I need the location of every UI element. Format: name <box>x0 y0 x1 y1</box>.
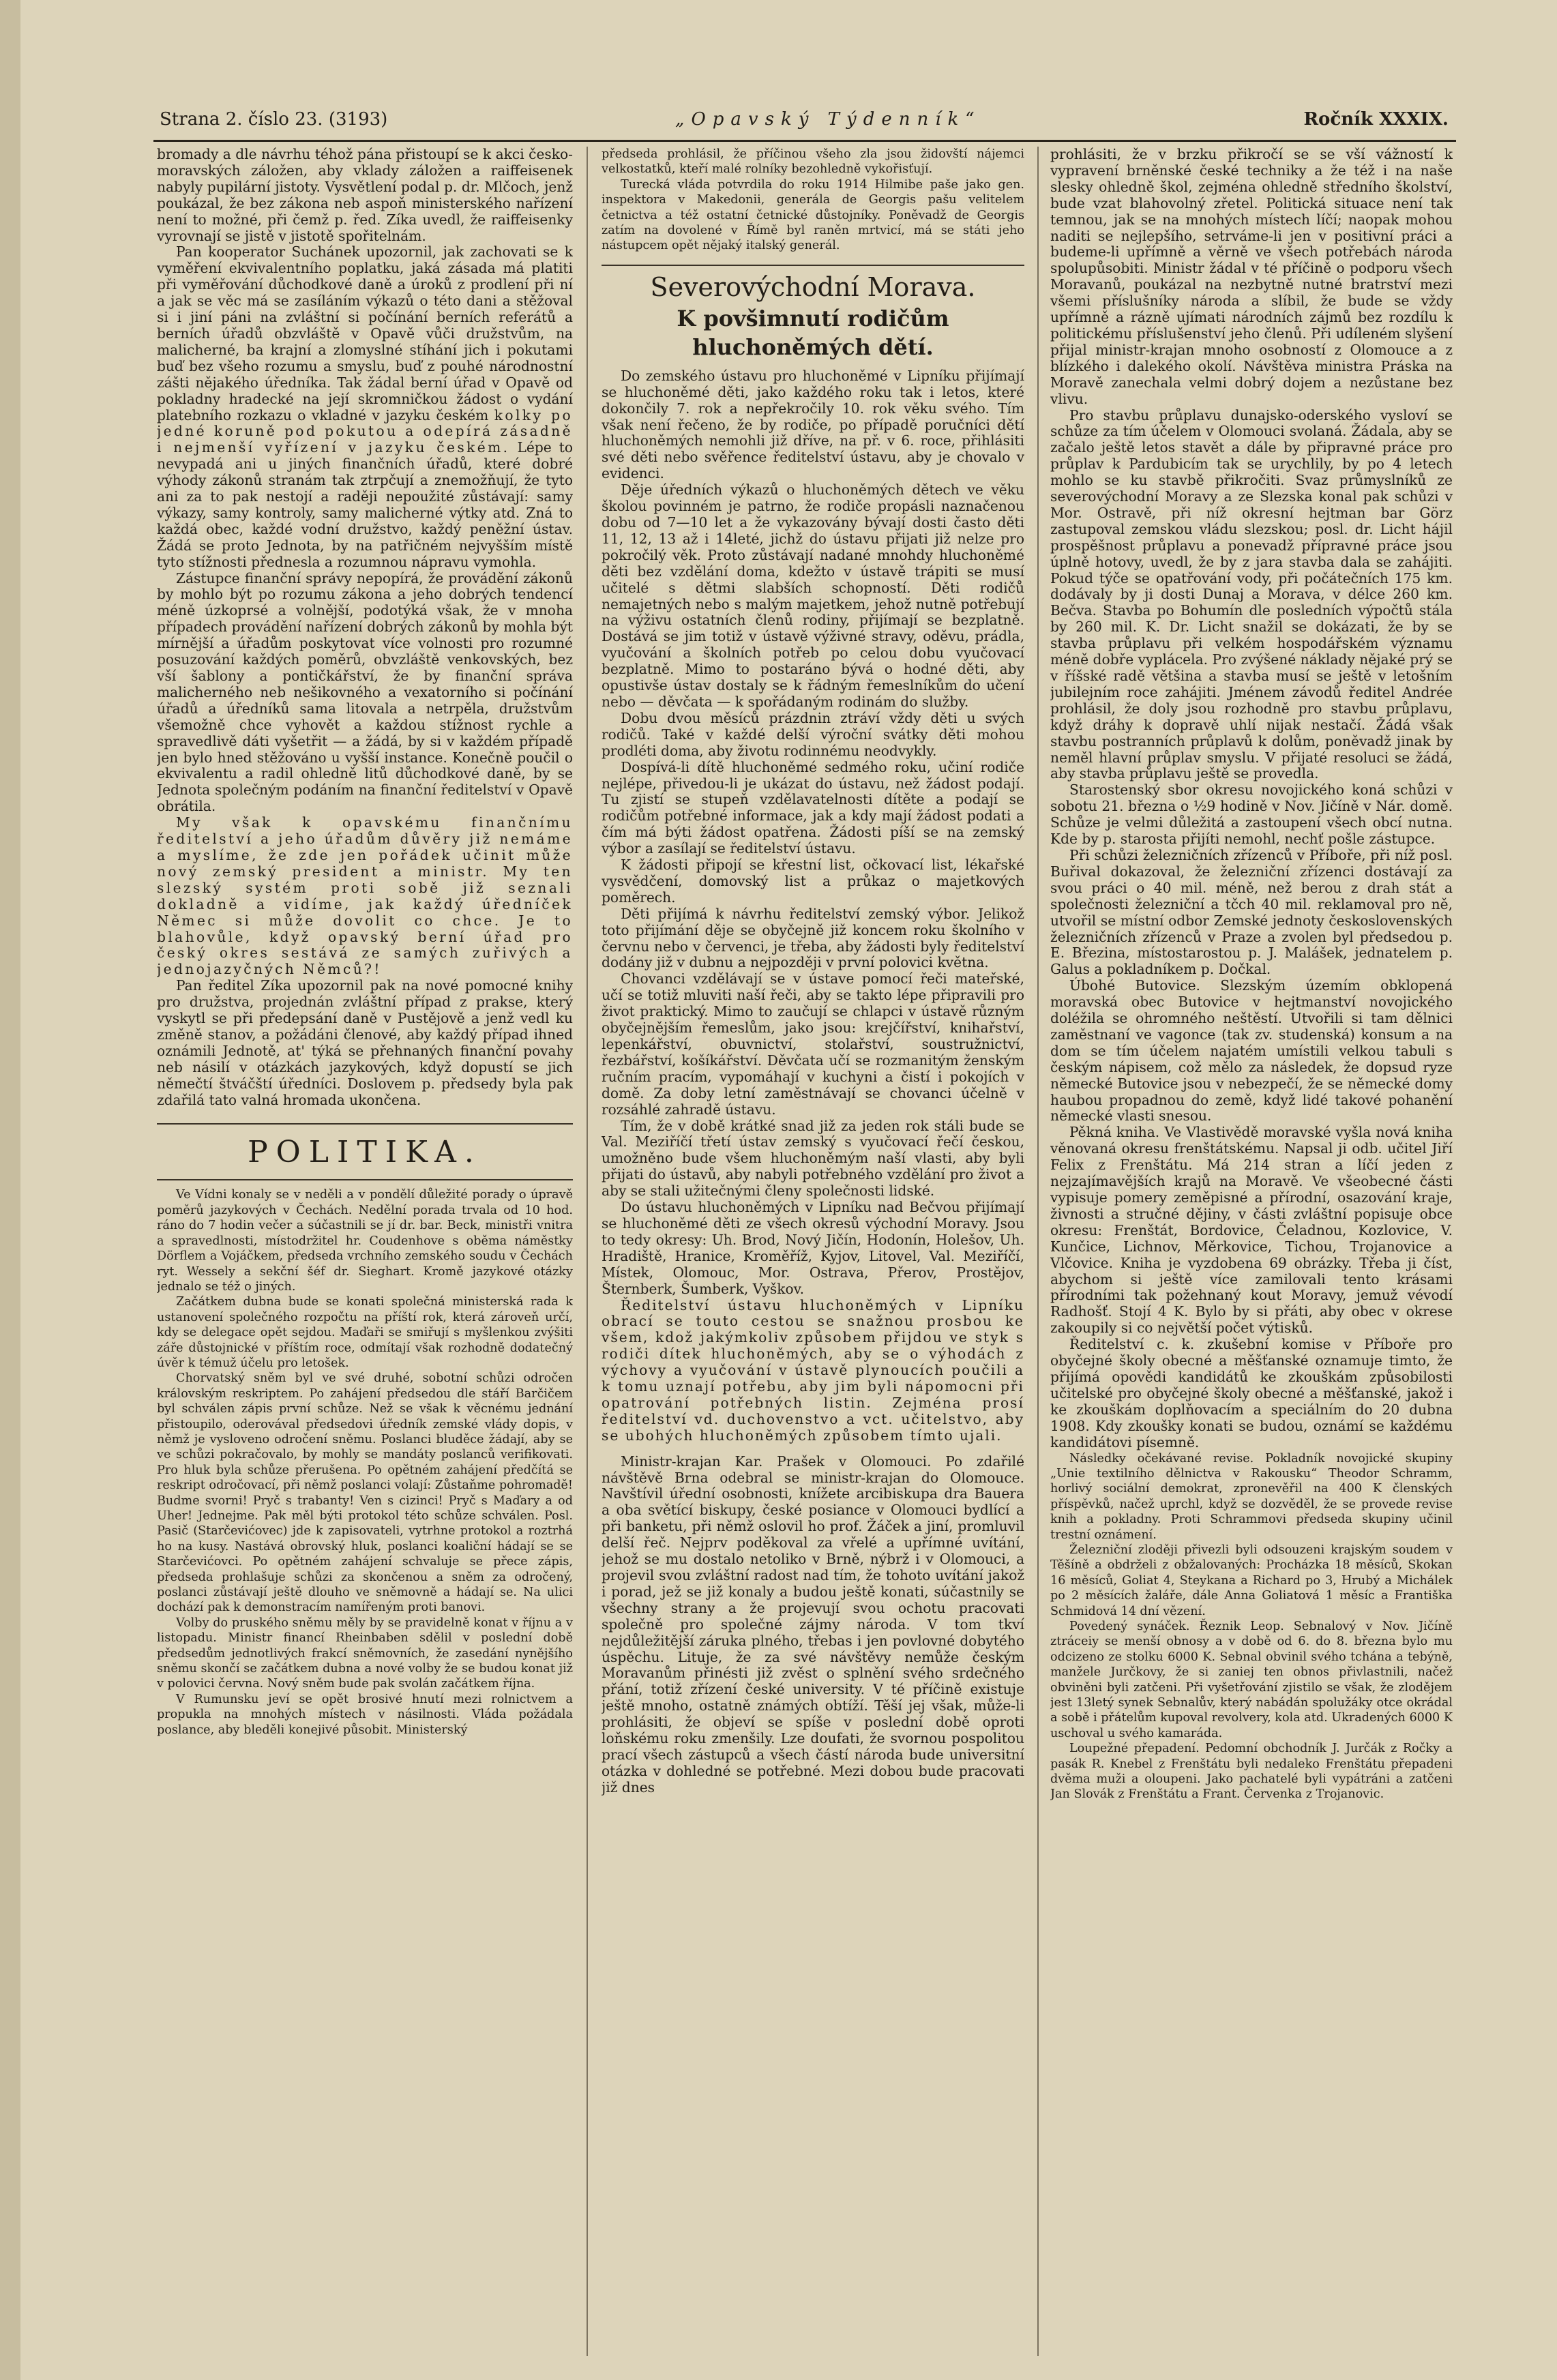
paragraph: Dobu dvou měsíců prázdnin ztráví vždy děti u svých rodičů. Také v každé delší výroční svátky děti mohou prodléti doma, aby životu rodinnému neodvykly. <box>602 709 1024 759</box>
header-rule <box>153 140 1456 142</box>
section-heading-severovychodni-morava: Severovýchodní Morava. <box>602 265 1024 303</box>
scan-edge <box>0 0 20 2380</box>
news-item: Ve Vídni konaly se v neděli a v pondělí důležité porady o úpravě poměrů jazykových v Čechách. Nedělní porada trvala od 10 hod. ráno do 7 hodin večer a súčastnili se jí dr. bar. Beck, ministři vnitra a spravedlnosti, místodržitel hr. Coudenhove s oběma náměstky Dörflem a Vojáčkem, předseda vrchního zemského soudu v Čechách ryt. Wessely a sekční šéf dr. Sieghart. Kromě jazykové otázky jednalo se též o jiných. <box>157 1188 573 1294</box>
paragraph <box>157 244 573 570</box>
news-item: Začátkem dubna bude se konati společná ministerská rada k ustanovení společného rozpočtu na příští rok, která zároveň určí, kdy se delegace opět sejdou. Maďaři se smiřují s myšlenkou zvýšiti záře důstojnické v příštím roce, odmítají však rozhodně dodatečný úvěr k témuž účelu pro letošek. <box>157 1295 573 1370</box>
paragraph: Starostenský sbor okresu novojického koná schůzi v sobotu 21. března o ½9 hodině v Nov. Jičíně v Nár. domě. Schůze je velmi důležitá a zastoupení všech obcí nutna. Kde by p. starosta přijíti nemohl, nechť pošle zástupce. <box>1050 782 1453 848</box>
paragraph: Ředitelství c. k. zkušební komise v Příboře pro obyčejné školy obecné a měšťanské oznamuje timto, že přijímá opovědi kandidátů ke zkouškám způsobilosti učitelské pro obyčejné školy obecné a měšťanské, jakož i ke zkouškám doplňovacím a speciálním do 20 dubna 1908. Kdy zkoušky konati se budou, oznámí se každému kandidátovi písemně. <box>1050 1336 1453 1451</box>
paragraph: bromady a dle návrhu téhož pána přistoupí se k akci česko-moravských záložen, aby vklady záložen a raiffeisenek nabyly pupilární jistoty. Vysvětlení podal p. dr. Mlčoch, jenž poukázal, že bez zákona neb aspoň ministerského nařízení není to možné, při čemž p. řed. Zíka uvedl, že raiffeisenky vyrovnají se jistě v jistotě spořitelnám. <box>157 147 573 244</box>
paragraph: Chovanci vzdělávají se v ústave pomocí řeči mateřské, učí se totiž mluviti naší řeči, aby se takto lépe připravili pro život praktický. Mimo to zaučují se chlapci v ústavě různým obyčejnějším řemeslům, jako jsou: krejčířství, knihařství, lepenkářství, obuvnictví, stolařství, soustružnictví, řezbářství, košíkářství. Děvčata učí se rozmanitým ženským ručním pracím, vypomáhají v kuchyni a čistí i pokojích v domě. Za doby letní zaměstnávají se chovanci účelně v rozsáhlé zahradě ústavu. <box>602 970 1024 1118</box>
paragraph: Děje úředních výkazů o hluchoněmých dětech ve věku školou povinném je patrno, že rodiče propásli naznačenou dobu od 7—10 let a že vykazovány bývají dosti často děti 11, 12, 13 až i 14leté, jichž do ústavu přijati již nelze pro pokročilý věk. Proto zůstávají nadané mnohdy hluchoněmé děti bez vzdělání doma, kdežto v ústavě trápiti se musí učitelé s dětmi slabších schopností. Děti rodičů nemajetných nebo s malým majetkem, jehož nutně potřebují na výživu ostatních členů rodiny, přijímají se bezplatně. Dostává se jim totiž v ústavě výživné stravy, oděvu, prádla, vyučování a školních potřeb po celou dobu vyučovací bezplatně. Mimo to postaráno bývá o hodné děti, aby opustivše ústav dostaly se k řádným řemeslníkům do učení nebo — děvčata — k spořádaným rodinám do služby. <box>602 481 1024 710</box>
page-number-issue: Strana 2. číslo 23. (3193) <box>160 109 388 130</box>
paragraph-text: Pan kooperator Suchánek upozornil, jak zachovati se k vyměření ekvivalentního poplatku, jaká zásada má platiti při vyměřování důchodkové daně a úroků z prodlení při ní a jak se věc má se zasíláním výkazů o této dani a stěžoval si i jiní páni na zvláštní si počínání berních referátů a berních úřadů obzvláště v Opavě vůči družstvům, na malicherné, ba krajní a zlomyslné stíhání jich i pokutami buď bez všeho rozumu a smyslu, buď z pouhé národnostní zášti nějakého úředníka. Tak žádal berní úřad v Opavě od pokladny hradecké na její skromničkou žádost o vydání platebního rozkazu o vkladné v jazyku českém <box>157 243 573 423</box>
paragraph: Dospívá-li dítě hluchoněmé sedmého roku, učiní rodiče nejlépe, přivedou-li je ukázat do ústavu, než žádost podají. Tu zjistí se stupeň vzdělavatelnosti dítěte a podají se rodičům potřebné informace, jak a kdy mají žádost podati a čím má býti žádost opatřena. Žádosti píší se na zemský výbor a zasílají se ředitelství ústavu. <box>602 758 1024 857</box>
paragraph: Tím, že v době krátké snad již za jeden rok stáli bude se Val. Meziříčí třetí ústav zemský s vyučovací řečí českou, umožněno bude všem hluchoněmým naší vlasti, aby byli přijati do ústavů, aby nabyli potřebného vzdělání pro život a aby se stali užitečnými členy společnosti lidské. <box>602 1117 1024 1200</box>
news-item: Železniční zloději přivezli byli odsouzeni krajským soudem v Těšíně a obdrželi z obžalovaných: Procházka 18 měsíců, Skokan 16 měsíců, Goliat 4, Steykana a Richard po 3, Hrubý a Michálek po 2 měsících žaláře, dále Anna Goliatová 1 měsíc a Františka Schmidová 14 dní vězení. <box>1050 1543 1453 1618</box>
volume-number: Ročník XXXIX. <box>1303 109 1449 130</box>
spaced-text: kolky po jedné koruně pod pokutou a odepírá zásadně i nejmenší vyřízení v jazyku českém. <box>157 406 573 456</box>
paragraph: Pěkná kniha. Ve Vlastivědě moravské vyšla nová kniha věnovaná okresu frenštátskému. Napsal ji odb. učitel Jiří Felix z Frenštátu. Má 214 stran a líčí jeden z nejzajímavějších krajů na Moravě. Ve všeobecné části vypisuje pomery zeměpisné a přírodní, osazování kraje, živnosti a stručné dějiny, v části zvláštní popisuje obce okresu: Frenštát, Bordovice, Čeladnou, Kozlovice, V. Kunčice, Lichnov, Měrkovice, Tichou, Trojanovice a Vlčovice. Kniha je vyzdobena 69 obrázky. Třeba ji číst, abychom si ještě více zamilovali tento krásami přírodními tak požehnaný kout Moravy, jemuž vévodí Radhošť. Stojí 4 K. Bylo by si přáti, aby obec v okrese zakoupily si co největší počet výtisků. <box>1050 1124 1453 1337</box>
newspaper-title: „Opavský Týdenník“ <box>675 109 981 130</box>
paragraph: Při schůzi železničních zřízenců v Příboře, při níž posl. Buřival dokazoval, že železniční zřízenci dostávají za svou práci o 40 mil. méně, než berou z drah stát a společnosti železniční a tčch 40 mil. reklamoval pro ně, utvořil se místní odbor Zemské jednoty československých železničních zřízenců v Praze a zvolen byl předsedou p. E. Březina, místostarostou p. J. Malášek, jednatelem p. Galus a pokladníkem p. Dočkal. <box>1050 846 1453 978</box>
article-headline: K povšimnutí rodičům hluchoněmých dětí. <box>677 305 949 360</box>
paragraph: Úbohé Butovice. Slezským územím obklopená moravská obec Butovice v hejtmanství novojického doléžila se ohromného neštěstí. Utvořili si tam dělnici zaměstnaní ve vagonce (tak zv. studenská) konsum a na dom se tím účelem najatém umístili velkou tabuli s českým nápisem, což mělo za následek, že dopsud ryze německé Butovice jsou v nebezpečí, že se německé domy haubou propadnou do země, když lidé takové pohanění německé vlasti snesou. <box>1050 977 1453 1125</box>
news-item: Chorvatský sněm byl ve své druhé, sobotní schůzi odročen královským reskriptem. Po zahájení předsedou dle stáří Barčičem byl schválen zápis první schůze. Než se však k věcnému jednání přistoupilo, oderovával předsedovi úředník zemské vlády dopis, v němž je vysloveno odročení sněmu. Poslanci bluděce žádají, aby se ve schůzi pokračovalo, by mohly se mandáty poslanců verifikovati. Pro hluk byla schůze přerušena. Po opětném zahájení předčítá se reskript odročovací, při němž poslanci volají: Zůstaňme pohromadě! Budme svorni! Pryč s trabanty! Ven s cizinci! Pryč s Maďary a od Uher! Jednejme. Pak měl býti protokol této schůze schválen. Posl. Pasič (Starčevićovec) jde k zapisovateli, vytrhne protokol a roztrhá ho na kusy. Nastává obrovský hluk, poslanci koaliční hádají se se Starčevićovci. Po opětném zahájení schvaluje se přece zápis, předseda prohlašuje schůzi za skončenou a sněm za odročený, poslanci zůstávají ještě dlouho ve sněmovně a hádají se. Na ulici dochází pak k demonstracím namířeným proti banovi. <box>157 1371 573 1615</box>
paragraph: Ministr-krajan Kar. Prašek v Olomouci. Po zdařilé návštěvě Brna odebral se ministr-krajan do Olomouce. Navštívil úřední osobnosti, knížete arcibiskupa dra Bauera a oba světící biskupy, české posiance v Olomouci bydlící a při banketu, při němž oslovil ho prof. Žáček a jiní, promluvil delší řeč. Nejprv poděkoval za vřelé a upřímné uvítání, jehož se mu dostalo netoliko v Brně, nýbrž i v Olomouci, a projevil svou zvláštní radost nad tím, že tohoto uvítání jakož i porad, jež se již konaly a budou ještě konati, súčastnily se všechny strany a že projevují svou ochotu pracovati společně pro společné zájmy národa. V tom tkví nejdůležitější záruka plného, třebas i jen povlovné dobytého úspěchu. Lituje, že za své návštěvy nemůže českým Moravanům přinésti již zvěst o splnění svého srdečného přání, totiž zřízení české university. V té příčině existuje ještě mnoho, ostatně známých obtíží. Těší jej však, může-li prohlásiti, že objeví se spíše v poslední době oproti loňskému roku zmenšily. Lze doufati, že svornou pospolitou prací všech zástupců a všech částí národa bude universitní otázka v dohledné se potřebné. Mezi dobou bude pracovati již dnes <box>602 1453 1024 1796</box>
paragraph: Do zemského ústavu pro hluchoněmé v Lipníku přijímají se hluchoněmé děti, jako každého roku tak i letos, které dokončily 7. rok a nepřekročily 10. rok věku svého. Tím však není řečeno, že by rodiče, po případě poručníci dětí hluchoněmých nemohli již dříve, na př. v 6. roce, přihlásiti své děti nebo svěřence ředitelství ústavu, aby je chovalo v evidenci. <box>602 367 1024 482</box>
section-heading-politika <box>157 1123 573 1180</box>
column-2 <box>602 147 1024 2356</box>
paragraph: K žádosti připojí se křestní list, očkovací list, lékařské vysvědčení, domovský list a průkaz o majetkových poměrech. <box>602 857 1024 906</box>
column-3 <box>1050 147 1453 2356</box>
column-1 <box>157 147 573 2356</box>
news-item: Povedený synáček. Řeznik Leop. Sebnalový v Nov. Jičíně ztráceiy se menší obnosy a v době od 6. do 8. března bylo mu odcizeno ze stolku 6000 K. Sebnal obvinil svého tchána a tebýně, manžele Jurčkovy, že si zaniej ten obnos přivlastnili, načež obviněni byli zatčeni. Při vyšetřování zjistilo se však, že zlodějem jest 13letý synek Sebnalův, který nabádán spolužáky otce okrádal a sobě i přátelům kupoval revolvery, kola atd. Ukradených 6000 K uschoval u svého kamaráda. <box>1050 1619 1453 1740</box>
paragraph-emphasized: My však k opavskému finančnímu ředitelství a jeho úřadům důvěry již nemáme a myslíme, že zde jen pořádek učinit může nový zemský president a ministr. My ten slezský systém proti sobě již seznali dokladně a vidíme, jak každý úředníček Němec si může dovolit co chce. Je to blahovůle, když opavský berní úřad pro český okres sestává ze samých zuřivých a jednojazyčných Němců?! <box>157 814 573 978</box>
news-item: Turecká vláda potvrdila do roku 1914 Hilmibe paše jako gen. inspektora v Makedonii, generála de Georgis pašu velitelem četnictva a též ostatní četnické důstojníky. Poněvadž de Georgis zatím na dovolené v Římě byl raněn mrtvicí, má se státi jeho nástupcem opět nějaký italský generál. <box>602 177 1024 253</box>
news-item: Následky očekávané revise. Pokladník novojické skupiny „Unie textilního dělnictva v Rakousku“ Theodor Schramm, horlivý sociální demokrat, zpronevěřil na 400 K členských příspěvků, načež uprchl, když se dozvěděl, že se provede revise knih a pokladny. Proti Schrammovi předseda skupiny učinil trestní oznámení. <box>1050 1451 1453 1542</box>
paragraph-text: Lépe to nevypadá ani u jiných finančních úřadů, které dobré výhody zákonů stranám tak ztrpčují a znemožňují, že tyto ani za to pak nestojí a raději nepoužité zůstávají: samy výkazy, samy kontroly, samy malicherné výtky atd. Zná to každá obec, každé vodní družstvo, každý peněžní ústav. Žádá se proto Jednota, by na patřičném nejvyšším místě tyto stížnosti přednesla a rozumnou nápravu vymohla. <box>157 439 573 570</box>
paragraph: Zástupce finanční správy nepopírá, že provádění zákonů by mohlo být po rozumu zákona a jeho dobrých tendencí méně úzkoprsé a volnější, podotýká však, že v mnoha případech provádění nařízení dobrých zákonů by mohla být mírnější a úřadům poskytovat více volnosti pro rozumné posuzování každých poměrů, obvzláště venkovských, bez vší šablony a pontičkářství, že by finanční správa malicherného neb nešikovného a vexatorního si počínání úřadů a úředníků sama litovala a netrpěla, družstvům všemožně chce vyhovět a každou stížnost rychle a spravedlivě dáti vyšetřit — a žádá, by si v každém případě jen bylo hned stěžováno u vyšší instance. Konečně poučil o ekvivalentu a radil ohledně litů důchodkové daně, by se Jednota společným podáním na finanční ředitelství v Opavě obrátila. <box>157 569 573 815</box>
news-item: předseda prohlásil, že příčinou všeho zla jsou židovští nájemci velkostatků, kteří malé rolníky bezohledně vykořisťují. <box>602 147 1024 177</box>
paragraph: prohlásiti, že v brzku přikročí se se vší vážností k vypravení brněnské české techniky a že též i na naše slesky ohledně škol, zejména ohledně středního školství, bude vzat blahovolný zřetel. Politická situace není tak temnou, jak se na mnohých místech líčí; naopak mohou naditi se nejlepšího, setrváme-li jen v positivní práci a budeme-li upřímně a věrně ve všech potřebách národa spolupůsobiti. Ministr žádal v té příčině o podporu všech Moravanů, poukázal na nezbytně nutné bratrství mezi všemi příslušníky národa a slíbil, že bude se vždy upřímně a rázně ujímati národních zájmů bez rozdílu k politickému příslušenství jeho členů. Při udíleném slyšení přijal ministr-krajan mnoho osobností z Olomouce a z blízkého i dalekého okolí. Návštěva ministra Práska na Moravě zanechala velmi dobrý dojem a nezůstane bez vlivu. <box>1050 147 1453 407</box>
column-divider <box>587 147 588 2356</box>
column-divider <box>1037 147 1039 2356</box>
paragraph: Děti přijímá k návrhu ředitelství zemský výbor. Jelikož toto přijímání děje se obyčejně již koncem roku školního v červnu nebo v červenci, je třeba, aby žádosti byly ředitelství dodány již v dubnu a nejpozději v první polovici května. <box>602 905 1024 971</box>
news-item: V Rumunsku jeví se opět brosivé hnutí mezi rolnictvem a propukla na mnohých místech v násilnosti. Vláda požádala poslance, aby bleděli konejivé působit. Ministerský <box>157 1692 573 1737</box>
paragraph-emphasized: Ředitelství ústavu hluchoněmých v Lipníku obrací se touto cestou se snažnou prosbou ke všem, kdož jakýmkoliv způsobem přijdou ve styk s rodiči dítek hluchoněmých, aby se o výhodách z výchovy a vyučování v ústavě plynoucích poučili a k tomu uznají potřebu, aby jim byli nápomocni při opatrování potřebných listin. Zejména prosí ředitelství vd. duchovenstvo a vct. učitelstvo, aby se ubohých hluchoněmých způsobem tímto ujali. <box>602 1296 1024 1444</box>
section-title: POLITIKA. <box>248 1134 482 1170</box>
paragraph: Do ústavu hluchoněmých v Lipníku nad Bečvou přijímají se hluchoněmé děti ze všech okresů východní Moravy. Jsou to tedy okresy: Uh. Brod, Nový Jičín, Hodonín, Holešov, Uh. Hradiště, Hranice, Kroměříž, Kyjov, Litovel, Val. Meziříčí, Místek, Olomouc, Mor. Ostrava, Přerov, Prostějov, Šternberk, Šumberk, Vyškov. <box>602 1199 1024 1297</box>
page-header <box>157 104 1453 139</box>
news-item: Volby do pruského sněmu měly by se pravidelně konat v říjnu a v listopadu. Ministr financí Rheinbaben sdělil v poslední době předsedům jednotlivých frakcí sněmovních, že zasedání nynějšího sněmu skončí se začátkem dubna a nové volby že se budou konat již v polovici června. Nový sněm bude pak svolán začátkem října. <box>157 1616 573 1691</box>
paragraph: Pan ředitel Zíka upozornil pak na nové pomocné knihy pro družstva, projednán zvláštní případ z prakse, který vyskytl se při předepsání daně v Pustějově a jenž vedl ku změně stanov, a požádáni členové, aby každý případ ihned oznámili Jednotě, at' týká se přehnaných finanční povahy neb násilí v otázkách jazykových, když dopustí se jich němečtí štváčští úředníci. Doslovem p. předsedy byla pak zdařilá tato valná hromada ukončena. <box>157 977 573 1108</box>
paragraph: Pro stavbu průplavu dunajsko-oderského vysloví se schůze za tím účelem v Olomouci svolaná. Žádala, aby se začalo ještě letos stavět a dále by připravné práce pro průplav k Pardubicím tak se urychlily, by po 4 letech mohlo se ku stavbě přikročiti. Svaz průmyslníků ze severovýchodní Moravy a ze Slezska konal pak schůzi v Mor. Ostravě, při níž okresní hejtman bar Görz zastupoval zemskou vládu slezskou; posl. dr. Licht hájil prospěšnost průplavu a ponevadž přípravné práce jsou úplně hotovy, uvedl, že by z jara stavba dala se zahájiti. Pokud týče se opatřování vody, při počátečních 175 km. dodávaly by ji dosti Dunaj a Morava, v délce 260 km. Bečva. Stavba po Bohumín dle posledních výpočtů stála by 260 mil. K. Dr. Licht snažil se dokázati, že by se stavba průplavu při velkém hospodářském významu méně dobře vyplácela. Pro zvýšené náklady nějaké prý se v říšské radě většina a stavba musí se ještě v letošním jubilejním roce zahájiti. Jménem závodů ředitel Andrée prohlásil, že doly jsou rozhodně pro stavbu průplavu, když dráhy k dopravě uhlí nijak nestačí. Žádá však stavbu postranních průplavů k dolům, poněvadž jinak by neměl hlavní průplav smyslu. V přijaté resoluci se žádá, aby stavba průplavu ještě se provedla. <box>1050 406 1453 782</box>
news-item: Loupežné přepadení. Pedomní obchodník J. Jurčák z Ročky a pasák R. Knebel z Frenštátu byli nedaleko Frenštátu přepadeni dvěma muži a oloupeni. Jako pachatelé byli vypátráni a zatčeni Jan Slovák z Frenštátu a Frant. Červenka z Trojanovic. <box>1050 1742 1453 1802</box>
